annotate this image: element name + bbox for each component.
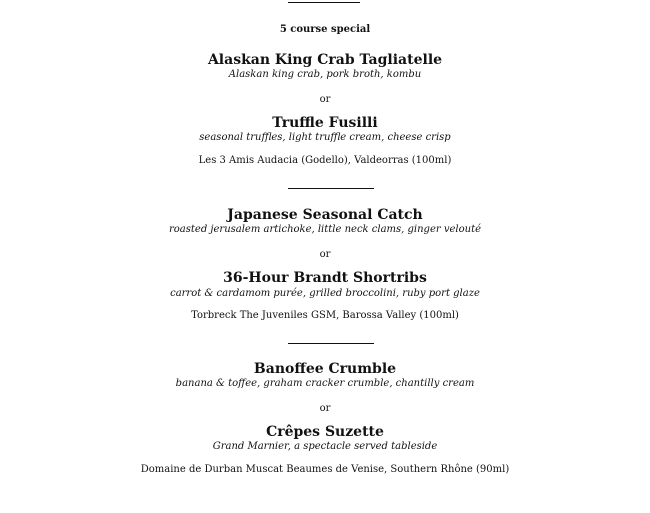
dish-description: carrot & cardamom purée, grilled broccolini, ruby port glaze — [170, 288, 480, 299]
wine-pairing: Les 3 Amis Audacia (Godello), Valdeorras (100ml) — [198, 155, 452, 166]
dish-description: Grand Marnier, a spectacle served tableside — [212, 441, 438, 452]
course-divider — [288, 343, 374, 344]
or-separator: or — [319, 249, 331, 260]
dish-description: seasonal truffles, light truffle cream, cheese crisp — [199, 132, 451, 143]
course-divider — [288, 188, 374, 189]
dish-name: Truffle Fusilli — [272, 115, 378, 131]
or-separator: or — [319, 94, 331, 105]
dish-name: Japanese Seasonal Catch — [227, 207, 423, 223]
dish-name: Banoffee Crumble — [253, 361, 397, 377]
top-divider — [288, 2, 360, 3]
wine-pairing: Domaine de Durban Muscat Beaumes de Venise, Southern Rhône (90ml) — [140, 464, 510, 475]
dish-name: Crêpes Suzette — [266, 424, 384, 440]
dish-name: 36-Hour Brandt Shortribs — [223, 270, 427, 286]
wine-pairing: Torbreck The Juveniles GSM, Barossa Valley (100ml) — [191, 310, 459, 321]
dish-description: roasted jerusalem artichoke, little neck clams, ginger velouté — [168, 224, 482, 235]
dish-name: Alaskan King Crab Tagliatelle — [207, 52, 443, 68]
menu-header: 5 course special — [279, 24, 371, 35]
or-separator: or — [319, 403, 331, 414]
dish-description: Alaskan king crab, pork broth, kombu — [228, 69, 422, 80]
dish-description: banana & toffee, graham cracker crumble, chantilly cream — [175, 378, 475, 389]
